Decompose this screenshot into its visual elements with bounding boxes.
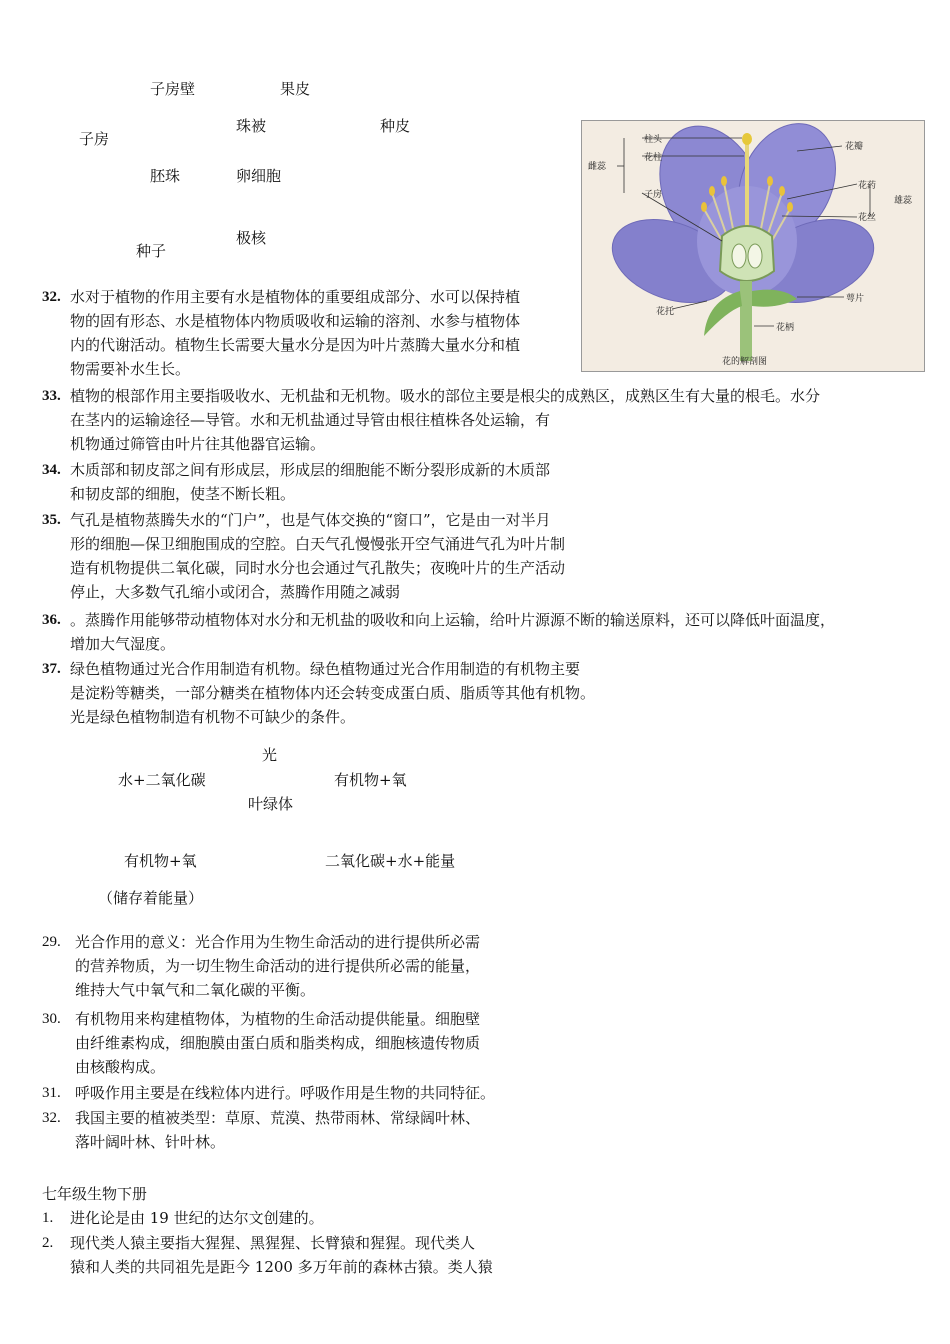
fig-label-stigma: 柱头 xyxy=(644,135,663,145)
pericarp-label: 果皮 xyxy=(280,80,311,98)
item-text xyxy=(70,1231,493,1279)
item-text xyxy=(70,608,835,656)
fig-label-petal: 花瓣 xyxy=(845,142,864,152)
section-title: 七年级生物下册 xyxy=(42,1185,148,1203)
item-number: 36. xyxy=(42,612,61,628)
item-number: 32. xyxy=(42,289,61,305)
text-line: 停止，大多数气孔缩小或闭合，蒸腾作用随之减弱 xyxy=(70,583,401,601)
polar-nuclei-label: 极核 xyxy=(236,229,267,247)
flower-anatomy-figure xyxy=(581,120,925,372)
item-text xyxy=(75,1106,480,1154)
fig-label-anther: 花药 xyxy=(858,181,877,191)
fig-label-pedicel: 花柄 xyxy=(776,323,795,333)
item-number: 2. xyxy=(42,1235,54,1251)
text-line: 落叶阔叶林、针叶林。 xyxy=(75,1133,226,1151)
ovary-label: 子房 xyxy=(79,130,110,148)
item-text xyxy=(75,930,480,1002)
fig-label-ovary: 子房 xyxy=(644,190,663,200)
text-line: 进化论是由 19 世纪的达尔文创建的。 xyxy=(70,1209,324,1227)
photosynthesis-condition-chloroplast: 叶绿体 xyxy=(248,795,294,813)
flower-illustration xyxy=(582,121,924,371)
item-number: 30. xyxy=(42,1011,61,1027)
ovule-label: 胚珠 xyxy=(150,167,181,185)
text-line: 是淀粉等糖类，一部分糖类在植物体内还会转变成蛋白质、脂质等其他有机物。 xyxy=(70,684,596,702)
item-number: 1. xyxy=(42,1210,54,1226)
text-line: 有机物用来构建植物体，为植物的生命活动提供能量。细胞壁 xyxy=(75,1010,481,1028)
item-text xyxy=(70,508,565,604)
item-text xyxy=(70,657,595,729)
fig-label-receptacle: 花托 xyxy=(656,307,675,317)
text-line: 木质部和韧皮部之间有形成层，形成层的细胞能不断分裂形成新的木质部 xyxy=(70,461,551,479)
item-number: 33. xyxy=(42,388,61,404)
text-line: 呼吸作用主要是在线粒体内进行。呼吸作用是生物的共同特征。 xyxy=(75,1084,496,1102)
fig-caption: 花的解剖图 xyxy=(722,357,768,367)
text-line: 植物的根部作用主要指吸收水、无机盐和无机物。吸水的部位主要是根尖的成熟区，成熟区生有大量的根毛。水分 xyxy=(70,387,821,405)
item-text xyxy=(75,1007,480,1079)
fig-label-filament: 花丝 xyxy=(858,213,877,223)
fig-label-style: 花柱 xyxy=(644,153,663,163)
text-line: 光合作用的意义：光合作用为生物生命活动的进行提供所必需 xyxy=(75,933,481,951)
item-text xyxy=(70,458,550,506)
respiration-products: 二氧化碳+水+能量 xyxy=(325,852,456,870)
seed-label: 种子 xyxy=(136,242,167,260)
text-line: 由纤维素构成，细胞膜由蛋白质和脂类构成，细胞核遗传物质 xyxy=(75,1034,481,1052)
text-line: 气孔是植物蒸腾失水的“门户”，也是气体交换的“窗口”，它是由一对半月 xyxy=(70,511,551,529)
item-text xyxy=(70,384,820,456)
text-line: 光是绿色植物制造有机物不可缺少的条件。 xyxy=(70,708,356,726)
item-text xyxy=(75,1081,495,1105)
seed-coat-label: 种皮 xyxy=(380,117,411,135)
integument-label: 珠被 xyxy=(236,117,267,135)
respiration-note: （储存着能量） xyxy=(98,889,204,907)
text-line: 和韧皮部的细胞，使茎不断长粗。 xyxy=(70,485,296,503)
ovary-wall-label: 子房壁 xyxy=(150,80,196,98)
text-line: 我国主要的植被类型：草原、荒漠、热带雨林、常绿阔叶林、 xyxy=(75,1109,481,1127)
fig-label-pistil: 雌蕊 xyxy=(588,162,607,172)
item-number: 29. xyxy=(42,934,61,950)
photosynthesis-products: 有机物+氧 xyxy=(334,771,407,789)
text-line: 维持大气中氧气和二氧化碳的平衡。 xyxy=(75,981,316,999)
item-number: 34. xyxy=(42,462,61,478)
item-number: 32. xyxy=(42,1110,61,1126)
photosynthesis-reactants: 水+二氧化碳 xyxy=(118,771,206,789)
text-line: 物需要补水生长。 xyxy=(70,360,191,378)
text-line: 现代类人猿主要指大猩猩、黑猩猩、长臂猿和猩猩。现代类人 xyxy=(70,1234,476,1252)
text-line: 增加大气湿度。 xyxy=(70,635,176,653)
fig-label-stamen: 雄蕊 xyxy=(894,196,913,206)
text-line: 物的固有形态、水是植物体内物质吸收和运输的溶剂、水参与植物体 xyxy=(70,312,521,330)
item-text xyxy=(70,285,520,381)
text-line: 水对于植物的作用主要有水是植物体的重要组成部分、水可以保持植 xyxy=(70,288,521,306)
fig-label-sepal: 萼片 xyxy=(846,294,865,304)
respiration-reactants: 有机物+氧 xyxy=(124,852,197,870)
text-line: 机物通过筛管由叶片往其他器官运输。 xyxy=(70,435,326,453)
text-line: 的营养物质，为一切生物生命活动的进行提供所必需的能量， xyxy=(75,957,481,975)
text-line: 造有机物提供二氧化碳，同时水分也会通过气孔散失；夜晚叶片的生产活动 xyxy=(70,559,566,577)
item-text xyxy=(70,1206,324,1230)
text-line: 。蒸腾作用能够带动植物体对水分和无机盐的吸收和向上运输，给叶片源源不断的输送原料，还可以降低叶面温度， xyxy=(70,611,836,629)
item-number: 35. xyxy=(42,512,61,528)
item-number: 31. xyxy=(42,1085,61,1101)
text-line: 由核酸构成。 xyxy=(75,1058,166,1076)
text-line: 内的代谢活动。植物生长需要大量水分是因为叶片蒸腾大量水分和植 xyxy=(70,336,521,354)
photosynthesis-condition-light: 光 xyxy=(262,746,278,764)
text-line: 形的细胞—保卫细胞围成的空腔。白天气孔慢慢张开空气涌进气孔为叶片制 xyxy=(70,535,566,553)
text-line: 绿色植物通过光合作用制造有机物。绿色植物通过光合作用制造的有机物主要 xyxy=(70,660,581,678)
text-line: 在茎内的运输途径—导管。水和无机盐通过导管由根往植株各处运输，有 xyxy=(70,411,551,429)
item-number: 37. xyxy=(42,661,61,677)
text-line: 猿和人类的共同祖先是距今 1200 多万年前的森林古猿。类人猿 xyxy=(70,1258,493,1276)
egg-cell-label: 卵细胞 xyxy=(236,167,282,185)
